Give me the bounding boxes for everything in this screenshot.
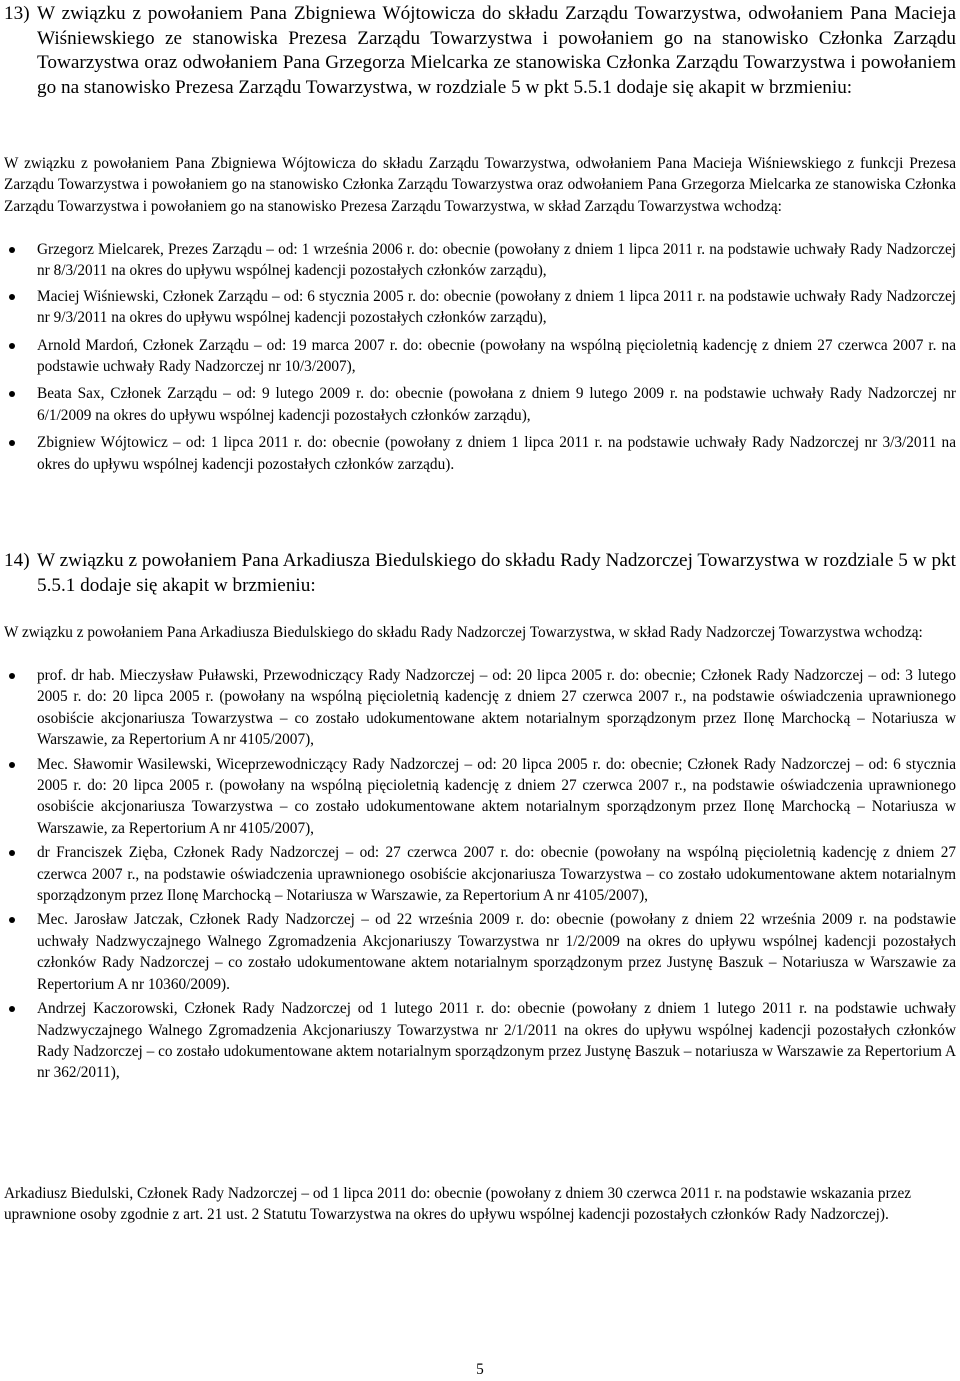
bullet-icon (9, 294, 15, 300)
bullet-icon (9, 247, 15, 253)
bullet-icon (9, 917, 15, 923)
section-14-number: 14) (4, 550, 30, 571)
list-item (4, 665, 956, 751)
list-item-text: prof. dr hab. Mieczysław Puławski, Przewodniczący Rady Nadzorczej – od: 20 lipca 2005 r. do: obecnie; Członek Rady Nadzorczej – od: 3 lutego 2005 r. do: 20 lipca 2005 r. (powołany na wspólną pięcioletnią kadencję z dniem 27 czerwca 2007 r., na podstawie oświadczenia uprawnionego osobiście akcjonariusza Towarzystwa – co zostało udokumentowane aktem notarialnym sporządzonym przez Ilonę Marchocką – Notariusza w Warszawie, za Repertorium A nr 4105/2007), (37, 667, 956, 749)
closing-paragraph: Arkadiusz Biedulski, Członek Rady Nadzorczej – od 1 lipca 2011 do: obecnie (powołany z dniem 30 czerwca 2011 r. na podstawie wskazania przez uprawnione osoby zgodnie z art. 21 ust. 2 Statutu Towarzystwa na okres do upływu wspólnej kadencji pozostałych członków Rady Nadzorczej). (4, 1185, 912, 1224)
list-item-text: Zbigniew Wójtowicz – od: 1 lipca 2011 r. do: obecnie (powołany z dniem 1 lipca 2011 r. na podstawie uchwały Rady Nadzorczej nr 3/3/2011 na okres do upływu wspólnej kadencji pozostałych członków zarządu). (37, 434, 956, 473)
list-item (4, 335, 956, 378)
section-14-title: W związku z powołaniem Pana Arkadiusza Biedulskiego do składu Rady Nadzorczej Towarzystwa w rozdziale 5 w pkt 5.5.1 dodaje się akapit w brzmieniu: (37, 550, 956, 596)
list-item (4, 842, 956, 906)
list-item (4, 432, 956, 475)
list-item-text: Grzegorz Mielcarek, Prezes Zarządu – od: 1 września 2006 r. do: obecnie (powołany z dniem 1 lipca 2011 r. na podstawie uchwały Rady Nadzorczej nr 8/3/2011 na okres do upływu wspólnej kadencji pozostałych członków zarządu), (37, 241, 956, 280)
list-item (4, 754, 956, 840)
page-number: 5 (476, 1361, 484, 1378)
list-item-text: Mec. Sławomir Wasilewski, Wiceprzewodniczący Rady Nadzorczej – od: 20 lipca 2005 r. do: obecnie; Członek Rady Nadzorczej – od: 6 stycznia 2005 r. do: 20 lipca 2005 r. (powołany na wspólną pięcioletnią kadencję z dniem 27 czerwca 2007 r., na podstawie oświadczenia uprawnionego osobiście akcjonariusza Towarzystwa – co zostało udokumentowane aktem notarialnym sporządzonym przez Ilonę Marchocką – Notariusza w Warszawie, za Repertorium A nr 4105/2007), (37, 755, 956, 837)
bullet-icon (9, 343, 15, 349)
section-13-title: W związku z powołaniem Pana Zbigniewa Wójtowicza do składu Zarządu Towarzystwa, odwołaniem Pana Macieja Wiśniewskiego ze stanowiska Prezesa Zarządu Towarzystwa i powołaniem go na stanowisko Członka Zarządu Towarzystwa oraz odwołaniem Pana Grzegorza Mielcarka ze stanowiska Członka Zarządu Towarzystwa i powołaniem go na stanowisko Prezesa Zarządu Towarzystwa, w rozdziale 5 w pkt 5.5.1 dodaje się akapit w brzmieniu: (37, 3, 956, 99)
list-item-text: Mec. Jarosław Jatczak, Członek Rady Nadzorczej – od 22 września 2009 r. do: obecnie (powołany z dniem 22 września 2009 r. na podstawie uchwały Nadzwyczajnego Walnego Zgromadzenia Akcjonariuszy Towarzystwa nr 1/2/2009 na okres do upływu wspólnej kadencji pozostałych członków Rady Nadzorczej – co zostało udokumentowane aktem notarialnym sporządzonym przez Justynę Baszuk – Notariusza w Warszawie za Repertorium A nr 10360/2009). (37, 911, 956, 993)
list-item (4, 286, 956, 329)
section-13-heading (4, 2, 956, 101)
list-item-text: dr Franciszek Zięba, Członek Rady Nadzorczej – od: 27 czerwca 2007 r. do: obecnie (powołany na wspólną pięcioletnią kadencję z dniem 27 czerwca 2007 r., na podstawie oświadczenia uprawnionego osobiście akcjonariusza Towarzystwa – co zostało udokumentowane aktem notarialnym sporządzonym przez Ilonę Marchocką – Notariusza w Warszawie, za Repertorium A nr 4105/2007), (37, 844, 956, 905)
bullet-icon (9, 440, 15, 446)
bullet-icon (9, 673, 15, 679)
section-13-number: 13) (4, 3, 30, 24)
bullet-icon (9, 391, 15, 397)
list-item-text: Maciej Wiśniewski, Członek Zarządu – od: 6 stycznia 2005 r. do: obecnie (powołany z dniem 1 lipca 2011 r. na podstawie uchwały Rady Nadzorczej nr 9/3/2011 na okres do upływu wspólnej kadencji pozostałych członków zarządu), (37, 287, 956, 327)
section-14-heading (4, 549, 956, 598)
supervisory-board-list (4, 665, 956, 1084)
list-item (4, 909, 956, 995)
list-item (4, 383, 956, 426)
list-item-text: Andrzej Kaczorowski, Członek Rady Nadzorczej od 1 lutego 2011 r. do: obecnie (powołany z dniem 1 lutego 2011 r. na podstawie uchwały Nadzwyczajnego Walnego Zgromadzenia Akcjonariuszy Towarzystwa nr 2/1/2011 na okres do upływu wspólnej kadencji pozostałych członków Rady Nadzorczej – co zostało udokumentowane aktem notarialnym sporządzonym przez Justynę Baszuk – notariusza w Warszawie za Repertorium A nr 362/2011), (37, 1000, 956, 1082)
list-item-text: Beata Sax, Członek Zarządu – od: 9 lutego 2009 r. do: obecnie (powołana z dniem 9 lutego 2009 r. na podstawie uchwały Rady Nadzorczej nr 6/1/2009 na okres do upływu wspólnej kadencji pozostałych członków zarządu), (37, 385, 956, 424)
list-item-text: Arnold Mardoń, Członek Zarządu – od: 19 marca 2007 r. do: obecnie (powołany na wspólną pięcioletnią kadencję z dniem 27 czerwca 2007 r. na podstawie uchwały Rady Nadzorczej nr 10/3/2007), (37, 336, 956, 376)
list-item (4, 239, 956, 282)
bullet-icon (9, 1006, 15, 1012)
bullet-icon (9, 762, 15, 768)
bullet-icon (9, 850, 15, 856)
section-14-intro: W związku z powołaniem Pana Arkadiusza Biedulskiego do składu Rady Nadzorczej Towarzystwa, w skład Rady Nadzorczej Towarzystwa wchodzą: (4, 624, 923, 641)
board-members-list (4, 239, 956, 475)
section-13-intro: W związku z powołaniem Pana Zbigniewa Wójtowicza do składu Zarządu Towarzystwa, odwołaniem Pana Macieja Wiśniewskiego z funkcji Prezesa Zarządu Towarzystwa i powołaniem go na stanowisko Członka Zarządu Towarzystwa oraz odwołaniem Pana Grzegorza Mielcarka ze stanowiska Członka Zarządu Towarzystwa i powołaniem go na stanowisko Prezesa Zarządu Towarzystwa, w skład Zarządu Towarzystwa wchodzą: (4, 155, 956, 215)
list-item (4, 998, 956, 1084)
